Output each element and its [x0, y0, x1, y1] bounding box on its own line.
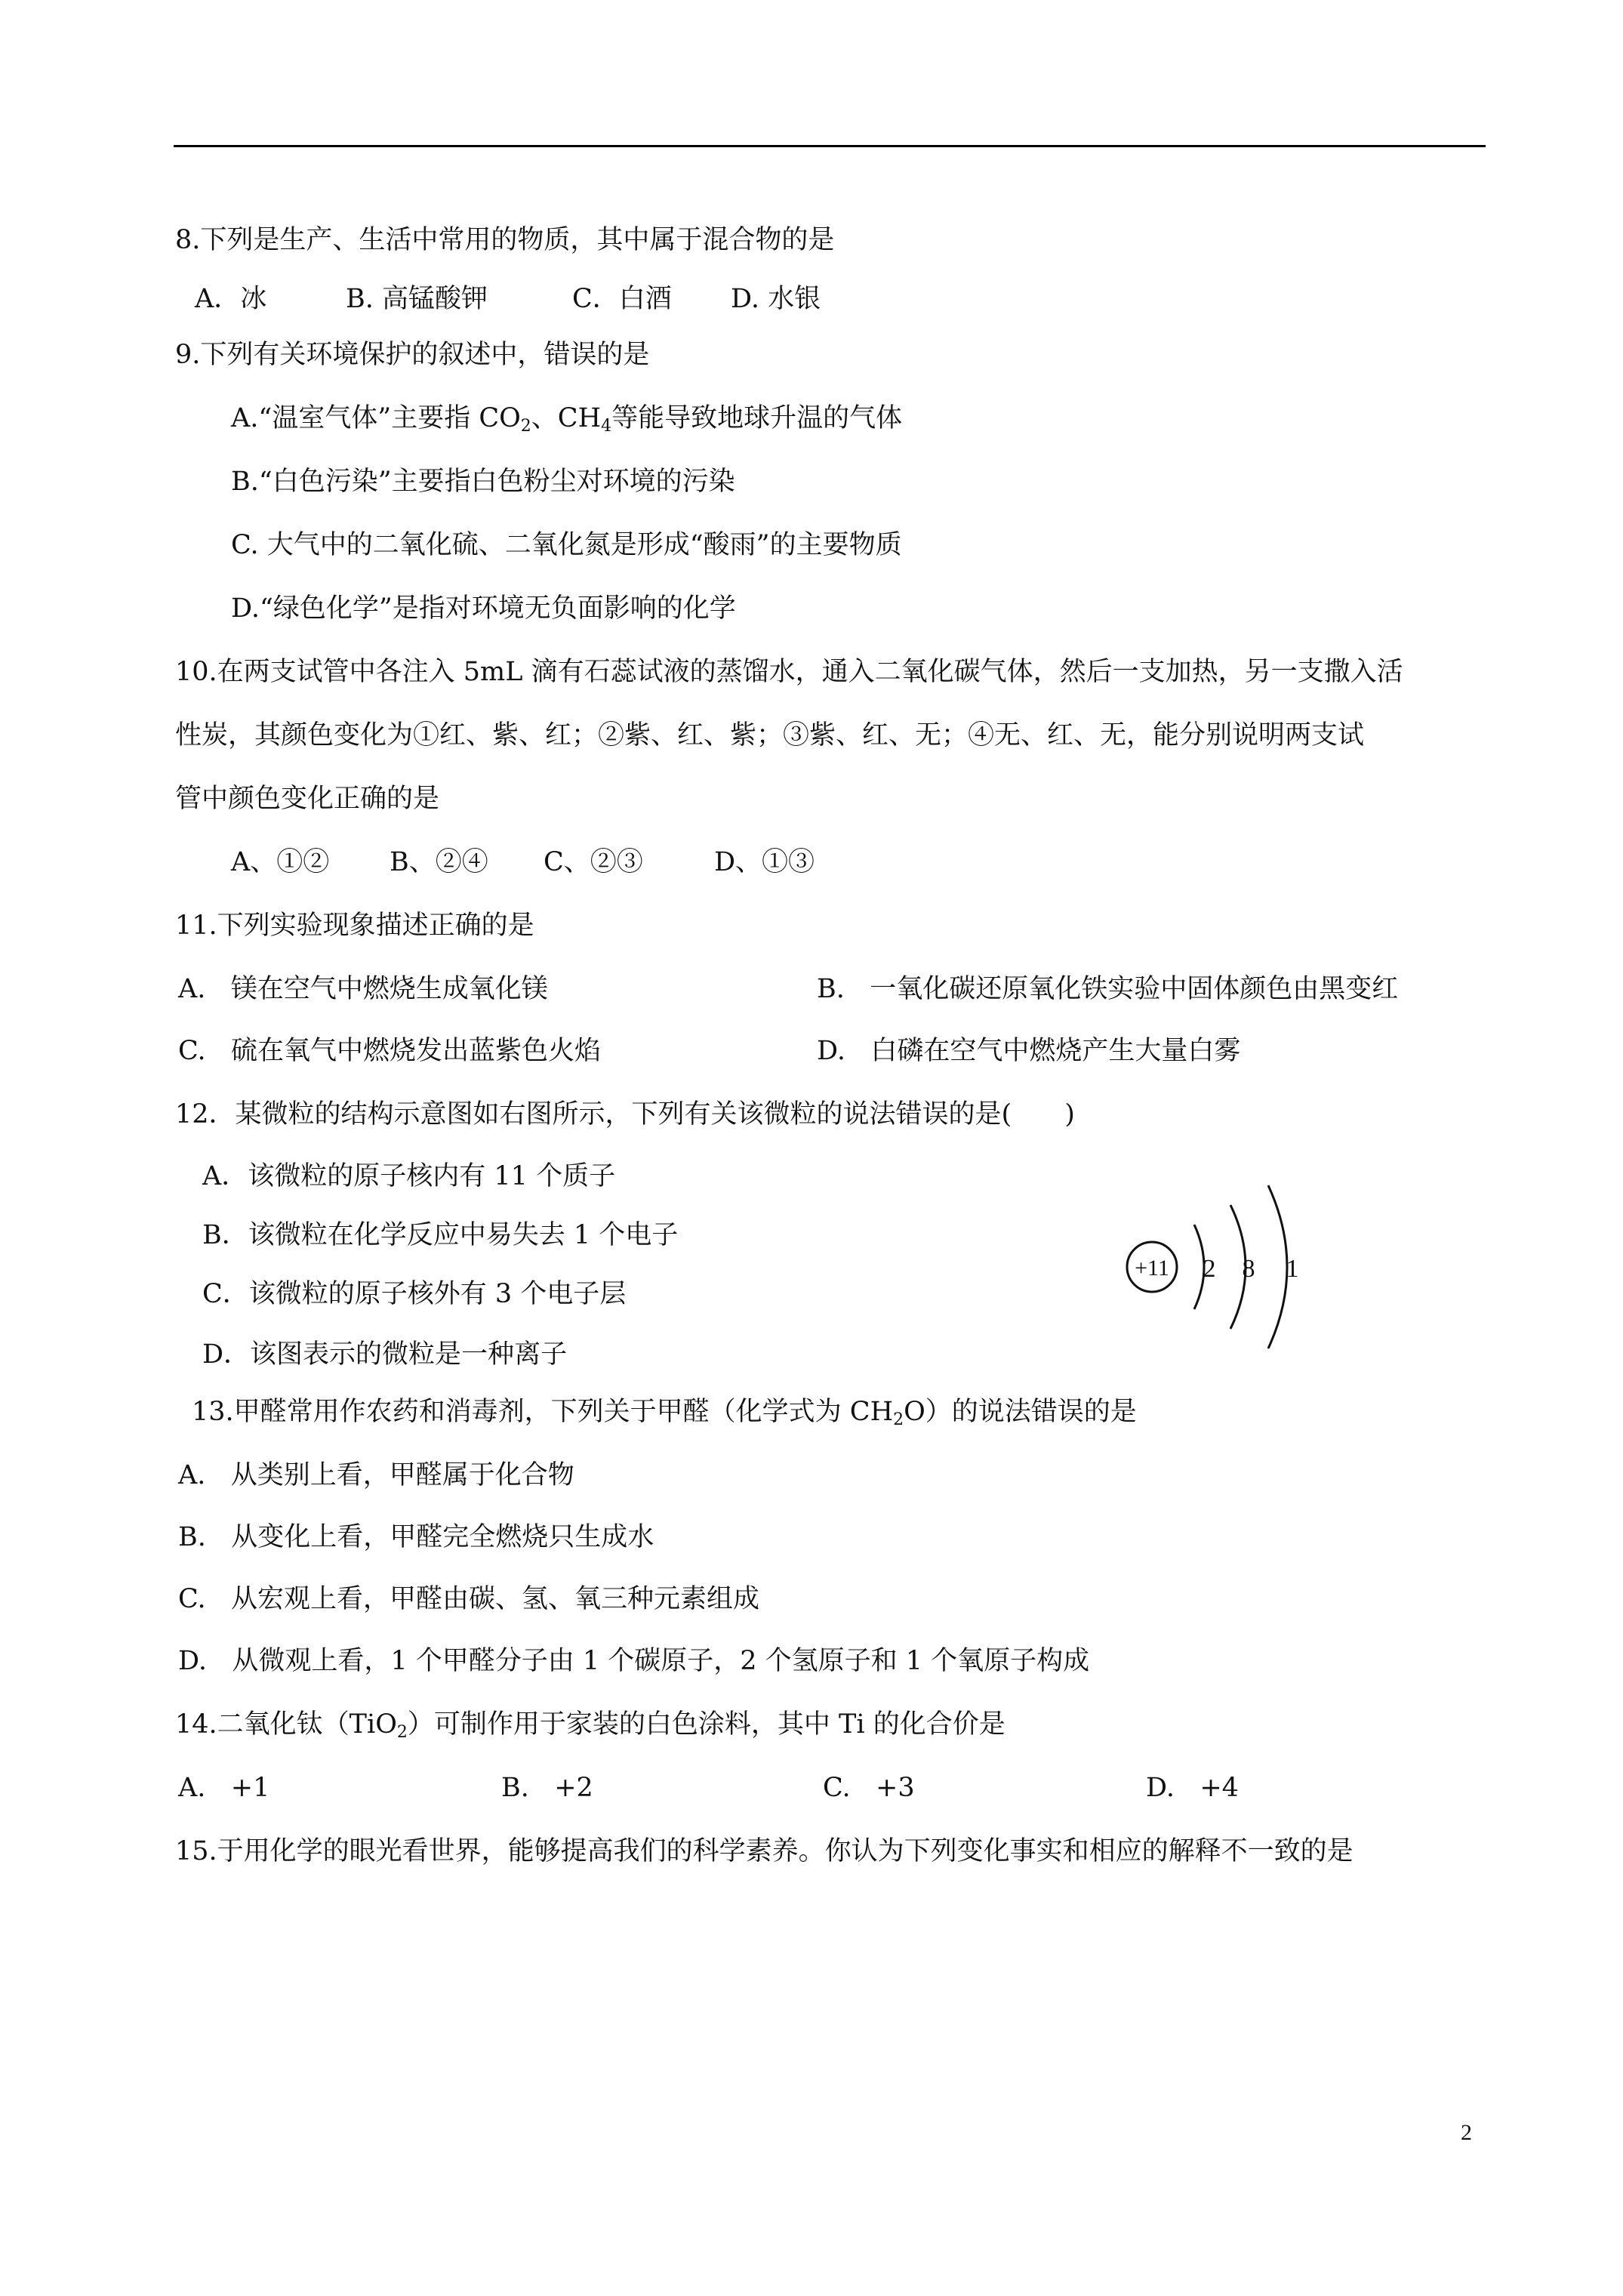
q14-stem: 14.二氧化钛（TiO$_2$）可制作用于家装的白色涂料，其中 Ti 的化合价是 — [175, 1709, 1006, 1742]
header-rule — [174, 145, 1486, 147]
q8-stem: 8.下列是生产、生活中常用的物质，其中属于混合物的是 — [175, 225, 835, 255]
q9-option-a: A.“温室气体”主要指 $CO_2$、$CH_4$等能导致地球升温的气体 — [231, 403, 903, 436]
shell-2-electrons: 8 — [1242, 1255, 1255, 1283]
q13-option-a: A. 从类别上看，甲醛属于化合物 — [178, 1460, 574, 1490]
q10-stem-line-3: 管中颜色变化正确的是 — [175, 784, 440, 814]
q10-option-d: D、①③ — [714, 847, 815, 877]
q9-option-b: B.“白色污染”主要指白色粉尘对环境的污染 — [231, 467, 735, 497]
q9-option-d: D.“绿色化学”是指对环境无负面影响的化学 — [231, 593, 736, 624]
q12-option-b: B．该微粒在化学反应中易失去 1 个电子 — [202, 1220, 679, 1250]
q13-option-d: D. 从微观上看，1 个甲醛分子由 1 个碳原子，2 个氢原子和 1 个氧原子构成 — [178, 1646, 1090, 1676]
q14-option-c: C. +3 — [823, 1773, 915, 1803]
q10-option-b: B、②④ — [390, 847, 488, 877]
q9-stem: 9.下列有关环境保护的叙述中，错误的是 — [175, 340, 650, 370]
atom-structure-diagram — [1125, 1178, 1313, 1351]
q14-option-a: A. +1 — [178, 1773, 270, 1803]
q11-stem: 11.下列实验现象描述正确的是 — [175, 911, 534, 941]
q8-option-a: A．冰 — [195, 284, 267, 314]
q11-option-d: D. 白磷在空气中燃烧产生大量白雾 — [817, 1036, 1241, 1066]
q9-option-c: C. 大气中的二氧化硫、二氧化氮是形成“酸雨”的主要物质 — [231, 530, 902, 560]
q11-option-b: B. 一氧化碳还原氧化铁实验中固体颜色由黑变红 — [817, 974, 1399, 1004]
q10-option-c: C、②③ — [544, 847, 643, 877]
q8-option-c: C．白酒 — [572, 284, 672, 314]
q11-option-c: C. 硫在氧气中燃烧发出蓝紫色火焰 — [178, 1036, 602, 1066]
q15-stem: 15.于用化学的眼光看世界，能够提高我们的科学素养。你认为下列变化事实和相应的解释不一致的是 — [175, 1836, 1354, 1866]
q12-option-a: A．该微粒的原子核内有 11 个质子 — [202, 1161, 616, 1191]
q8-option-d: D. 水银 — [731, 284, 821, 314]
q10-option-a: A、①② — [231, 847, 330, 877]
q13-stem: 13.甲醛常用作农药和消毒剂，下列关于甲醛（化学式为 $CH_2O$）的说法错误的是 — [192, 1397, 1137, 1429]
electron-shell-3 — [1268, 1185, 1287, 1348]
q12-option-c: C．该微粒的原子核外有 3 个电子层 — [202, 1279, 627, 1309]
page-number: 2 — [1461, 2120, 1472, 2145]
nucleus-charge: +11 — [1135, 1256, 1169, 1281]
q14-option-b: B. +2 — [501, 1773, 593, 1803]
q13-option-c: C. 从宏观上看，甲醛由碳、氢、氧三种元素组成 — [178, 1584, 760, 1614]
q11-option-a: A. 镁在空气中燃烧生成氧化镁 — [178, 974, 548, 1004]
q12-option-d: D．该图表示的微粒是一种离子 — [202, 1339, 568, 1370]
q14-option-d: D. +4 — [1146, 1773, 1239, 1803]
q8-option-b: B. 高锰酸钾 — [346, 284, 488, 314]
q10-stem-line-1: 10.在两支试管中各注入 5mL 滴有石蕊试液的蒸馏水，通入二氧化碳气体，然后一支加热，另一支撒入活 — [175, 657, 1403, 687]
shell-1-electrons: 2 — [1203, 1255, 1216, 1283]
shell-3-electrons: 1 — [1286, 1255, 1299, 1283]
q12-stem: 12．某微粒的结构示意图如右图所示，下列有关该微粒的说法错误的是( ) — [175, 1099, 1075, 1130]
q13-option-b: B. 从变化上看，甲醛完全燃烧只生成水 — [178, 1522, 654, 1552]
q10-stem-line-2: 性炭，其颜色变化为①红、紫、红；②紫、红、紫；③紫、红、无；④无、红、无，能分别说明两支试 — [175, 720, 1365, 750]
